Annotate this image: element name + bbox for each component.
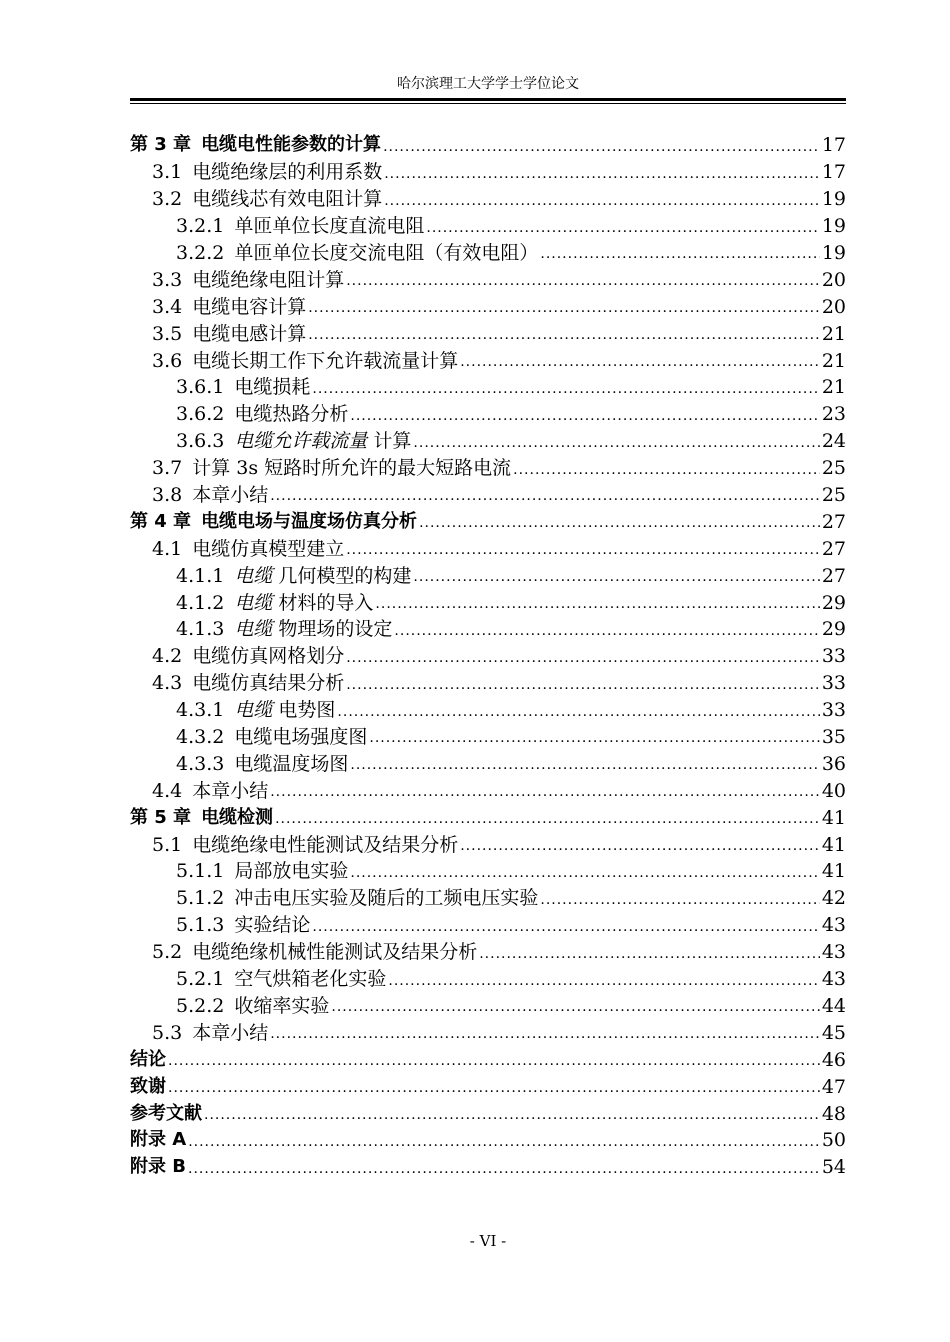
toc-entry[interactable] (130, 1073, 846, 1100)
toc-dot-leader (540, 893, 819, 912)
toc-dot-leader (383, 140, 820, 159)
toc-dot-leader (346, 651, 820, 670)
toc-entry[interactable] (130, 240, 846, 267)
toc-entry-page: 20 (821, 295, 846, 318)
toc-entry-number: 第 4 章 (130, 510, 192, 532)
toc-entry[interactable] (130, 804, 846, 831)
toc-entry-title-rest: 计算 (367, 430, 412, 453)
toc-entry-title: 电缆损耗 (234, 376, 311, 399)
toc-entry-page: 43 (821, 968, 846, 991)
toc-entry-page: 27 (821, 564, 846, 587)
toc-entry-title: 电缆线芯有效电阻计算 (192, 188, 383, 211)
toc-entry[interactable] (130, 912, 846, 939)
toc-entry-title-italic: 电缆 (234, 564, 273, 587)
toc-entry[interactable] (130, 132, 846, 159)
toc-entry-title-rest: 物理场的设定 (272, 618, 393, 641)
toc-entry-number: 5.2.2 (176, 994, 225, 1017)
toc-entry-page: 36 (821, 752, 846, 775)
toc-entry-title (234, 619, 392, 639)
page-number: - VI - (469, 1232, 507, 1250)
toc-entry[interactable] (130, 455, 846, 482)
toc-entry-page: 21 (821, 322, 846, 345)
toc-entry[interactable] (130, 616, 846, 643)
toc-entry-page: 27 (821, 537, 846, 560)
toc-dot-leader (540, 247, 819, 266)
toc-entry-number: 3.2.2 (176, 242, 225, 264)
toc-entry-page: 17 (821, 161, 846, 184)
toc-entry-page: 42 (821, 887, 846, 910)
toc-entry-number: 3.4 (152, 295, 183, 318)
toc-entry-title: 电缆绝缘电性能测试及结果分析 (192, 833, 459, 856)
toc-entry-page: 43 (821, 941, 846, 964)
toc-entry[interactable] (130, 1127, 846, 1154)
toc-entry-title: 结论 (130, 1048, 166, 1070)
toc-dot-leader (350, 409, 819, 428)
toc-entry-page: 25 (821, 484, 846, 507)
toc-entry-page: 44 (821, 994, 846, 1017)
toc-entry-page: 29 (821, 591, 846, 614)
toc-entry-page: 19 (821, 215, 846, 238)
toc-entry[interactable] (130, 858, 846, 885)
toc-entry[interactable] (130, 939, 846, 966)
toc-entry-number: 4.4 (152, 779, 183, 802)
toc-entry-title: 电缆长期工作下允许载流量计算 (192, 349, 459, 372)
toc-entry[interactable] (130, 777, 846, 804)
toc-dot-leader (369, 731, 819, 750)
toc-entry-number: 第 5 章 (130, 806, 192, 828)
toc-dot-leader (413, 570, 819, 589)
toc-entry[interactable] (130, 993, 846, 1020)
toc-entry-title: 电缆检测 (201, 806, 274, 828)
toc-entry-title: 空气烘箱老化实验 (234, 968, 387, 991)
toc-entry[interactable] (130, 670, 846, 697)
toc-entry-number: 4.1.3 (176, 618, 225, 641)
toc-entry-title: 单匝单位长度直流电阻 (234, 215, 425, 238)
toc-entry-title-italic: 电缆 (234, 591, 273, 614)
toc-entry-title: 致谢 (130, 1075, 166, 1097)
toc-entry-page: 23 (821, 403, 846, 426)
toc-entry-number: 3.6 (152, 349, 183, 372)
toc-entry-page: 19 (821, 188, 846, 211)
toc-dot-leader (413, 436, 819, 455)
toc-entry-title: 电缆电性能参数的计算 (201, 134, 382, 156)
toc-dot-leader (350, 758, 819, 777)
toc-dot-leader (168, 1054, 820, 1073)
toc-entry[interactable] (130, 374, 846, 401)
toc-entry[interactable] (130, 1046, 846, 1073)
toc-dot-leader (275, 812, 820, 831)
toc-entry-number: 3.6.1 (176, 376, 225, 399)
toc-entry-title: 电缆仿真网格划分 (192, 645, 345, 668)
toc-dot-leader (419, 516, 820, 535)
toc-entry[interactable] (130, 724, 846, 751)
toc-entry-number: 3.3 (152, 268, 183, 291)
toc-entry-page: 20 (821, 268, 846, 291)
toc-entry-number: 5.1 (152, 833, 183, 856)
toc-entry-page: 17 (821, 134, 846, 157)
toc-entry-number: 4.3.3 (176, 752, 225, 775)
toc-entry[interactable] (130, 401, 846, 428)
toc-entry-page: 54 (821, 1156, 846, 1179)
toc-entry-title: 本章小结 (192, 779, 269, 802)
toc-entry-number: 4.3.2 (176, 726, 225, 749)
toc-entry[interactable] (130, 643, 846, 670)
toc-entry[interactable] (130, 1019, 846, 1046)
toc-entry[interactable] (130, 293, 846, 320)
toc-entry-title: 电缆绝缘机械性能测试及结果分析 (192, 941, 478, 964)
toc-entry-number: 4.3 (152, 672, 183, 695)
toc-entry-title (234, 431, 411, 451)
toc-entry[interactable] (130, 750, 846, 777)
toc-dot-leader (308, 328, 820, 347)
toc-entry-page: 29 (821, 618, 846, 641)
toc-entry-number: 3.7 (152, 457, 183, 480)
toc-entry-page: 41 (821, 860, 846, 883)
toc-dot-leader (384, 194, 820, 213)
toc-entry[interactable] (130, 347, 846, 374)
toc-dot-leader (312, 920, 819, 939)
toc-entry-title: 电缆绝缘电阻计算 (192, 268, 345, 291)
toc-entry-number: 4.1 (152, 537, 183, 560)
toc-entry[interactable] (130, 213, 846, 240)
toc-entry-number: 3.6.3 (176, 430, 225, 453)
toc-entry-page: 25 (821, 457, 846, 480)
toc-entry-title: 单匝单位长度交流电阻（有效电阻） (234, 242, 539, 264)
toc-entry-number: 5.1.3 (176, 914, 225, 937)
toc-entry-page: 35 (821, 726, 846, 749)
toc-entry-page: 24 (821, 430, 846, 453)
toc-entry-number: 5.3 (152, 1021, 183, 1044)
toc-dot-leader (188, 1162, 820, 1181)
toc-entry-title: 本章小结 (192, 484, 269, 507)
toc-entry-number: 5.2 (152, 941, 183, 964)
toc-dot-leader (270, 489, 820, 508)
toc-entry-number: 4.1.2 (176, 591, 225, 614)
toc-entry-number: 3.1 (152, 161, 183, 184)
toc-entry-title: 计算 3s 短路时所允许的最大短路电流 (192, 457, 512, 480)
toc-entry-page: 41 (821, 833, 846, 856)
toc-entry-title: 电缆仿真结果分析 (192, 672, 345, 695)
toc-entry-number: 4.1.1 (176, 564, 225, 587)
toc-entry-title-italic: 电缆允许载流量 (234, 430, 368, 453)
toc-entry-number: 5.1.2 (176, 887, 225, 910)
toc-entry-title: 参考文献 (130, 1102, 202, 1124)
toc-entry-number: 3.2 (152, 188, 183, 211)
toc-entry[interactable] (130, 186, 846, 213)
toc-entry-page: 33 (821, 645, 846, 668)
toc-dot-leader (312, 382, 819, 401)
toc-entry-page: 33 (821, 699, 846, 722)
toc-entry[interactable] (130, 1154, 846, 1181)
toc-entry-title: 冲击电压实验及随后的工频电压实验 (234, 887, 539, 910)
toc-dot-leader (460, 355, 820, 374)
toc-entry[interactable] (130, 266, 846, 293)
toc-dot-leader (479, 947, 820, 966)
toc-entry-number: 3.6.2 (176, 403, 225, 426)
toc-entry-page: 47 (821, 1075, 846, 1098)
toc-entry-page: 46 (821, 1048, 846, 1071)
toc-entry-title: 附录 A (130, 1129, 187, 1151)
toc-dot-leader (350, 866, 819, 885)
toc-entry-title: 附录 B (130, 1156, 186, 1178)
toc-dot-leader (394, 624, 819, 643)
toc-entry-title: 电缆仿真模型建立 (192, 537, 345, 560)
toc-dot-leader (375, 597, 819, 616)
toc-entry[interactable] (130, 320, 846, 347)
toc-dot-leader (168, 1081, 820, 1100)
toc-entry-title-italic: 电缆 (234, 699, 273, 722)
toc-entry-title: 实验结论 (234, 914, 311, 937)
header-rule-thin (130, 103, 846, 104)
toc-dot-leader (346, 274, 820, 293)
toc-dot-leader (204, 1108, 820, 1127)
toc-dot-leader (460, 839, 820, 858)
toc-entry-title (234, 593, 373, 613)
toc-entry-title: 收缩率实验 (234, 994, 330, 1017)
toc-entry-page: 41 (821, 806, 846, 829)
toc-entry-title (234, 566, 411, 586)
toc-entry-title-rest: 几何模型的构建 (272, 564, 412, 587)
toc-dot-leader (331, 1000, 819, 1019)
toc-entry-number: 4.2 (152, 645, 183, 668)
toc-dot-leader (346, 678, 820, 697)
toc-entry-title (234, 700, 335, 720)
toc-entry-title: 本章小结 (192, 1021, 269, 1044)
toc-dot-leader (188, 1135, 820, 1154)
toc-entry[interactable] (130, 831, 846, 858)
toc-entry-page: 27 (821, 510, 846, 533)
toc-entry-title-rest: 电势图 (272, 699, 336, 722)
toc-entry-number: 3.5 (152, 322, 183, 345)
toc-entry[interactable] (130, 966, 846, 993)
toc-dot-leader (384, 167, 820, 186)
toc-entry-number: 5.1.1 (176, 860, 225, 883)
toc-entry[interactable] (130, 535, 846, 562)
toc-entry-title: 电缆电场与温度场仿真分析 (201, 510, 418, 532)
toc-entry-title: 电缆电场强度图 (234, 726, 368, 749)
toc-entry-number: 4.3.1 (176, 699, 225, 722)
toc-entry[interactable] (130, 159, 846, 186)
toc-entry-number: 3.2.1 (176, 215, 225, 238)
toc-dot-leader (513, 463, 820, 482)
toc-entry-page: 48 (821, 1102, 846, 1125)
toc-dot-leader (388, 974, 819, 993)
toc-entry[interactable] (130, 697, 846, 724)
toc-entry-title: 电缆温度场图 (234, 752, 349, 775)
toc-entry[interactable] (130, 428, 846, 455)
toc-entry-page: 50 (821, 1129, 846, 1152)
toc-dot-leader (270, 785, 820, 804)
toc-entry-title: 电缆电感计算 (192, 322, 307, 345)
toc-dot-leader (308, 301, 820, 320)
toc-entry[interactable] (130, 482, 846, 509)
toc-entry-number: 3.8 (152, 484, 183, 507)
toc-entry-title-italic: 电缆 (234, 618, 273, 641)
toc-entry-number: 5.2.1 (176, 968, 225, 991)
toc-entry-number: 第 3 章 (130, 134, 192, 156)
toc-entry-title: 电缆热路分析 (234, 403, 349, 426)
toc-entry[interactable] (130, 589, 846, 616)
toc-entry[interactable] (130, 1100, 846, 1127)
toc-entry[interactable] (130, 508, 846, 535)
toc-entry-title: 局部放电实验 (234, 860, 349, 883)
header-rule-thick (130, 98, 846, 101)
toc-dot-leader (346, 543, 820, 562)
toc-entry[interactable] (130, 885, 846, 912)
toc-entry-page: 21 (821, 349, 846, 372)
toc-entry[interactable] (130, 562, 846, 589)
table-of-contents (130, 132, 846, 1181)
toc-entry-title-rest: 材料的导入 (272, 591, 374, 614)
toc-entry-page: 45 (821, 1021, 846, 1044)
toc-entry-page: 40 (821, 779, 846, 802)
running-header: 哈尔滨理工大学学士学位论文 (397, 76, 579, 92)
toc-dot-leader (270, 1027, 820, 1046)
toc-entry-page: 43 (821, 914, 846, 937)
toc-entry-title: 电缆电容计算 (192, 295, 307, 318)
toc-entry-page: 19 (821, 242, 846, 264)
toc-entry-page: 33 (821, 672, 846, 695)
toc-dot-leader (426, 221, 819, 240)
toc-entry-title: 电缆绝缘层的利用系数 (192, 161, 383, 184)
toc-entry-page: 21 (821, 376, 846, 399)
toc-dot-leader (337, 705, 819, 724)
